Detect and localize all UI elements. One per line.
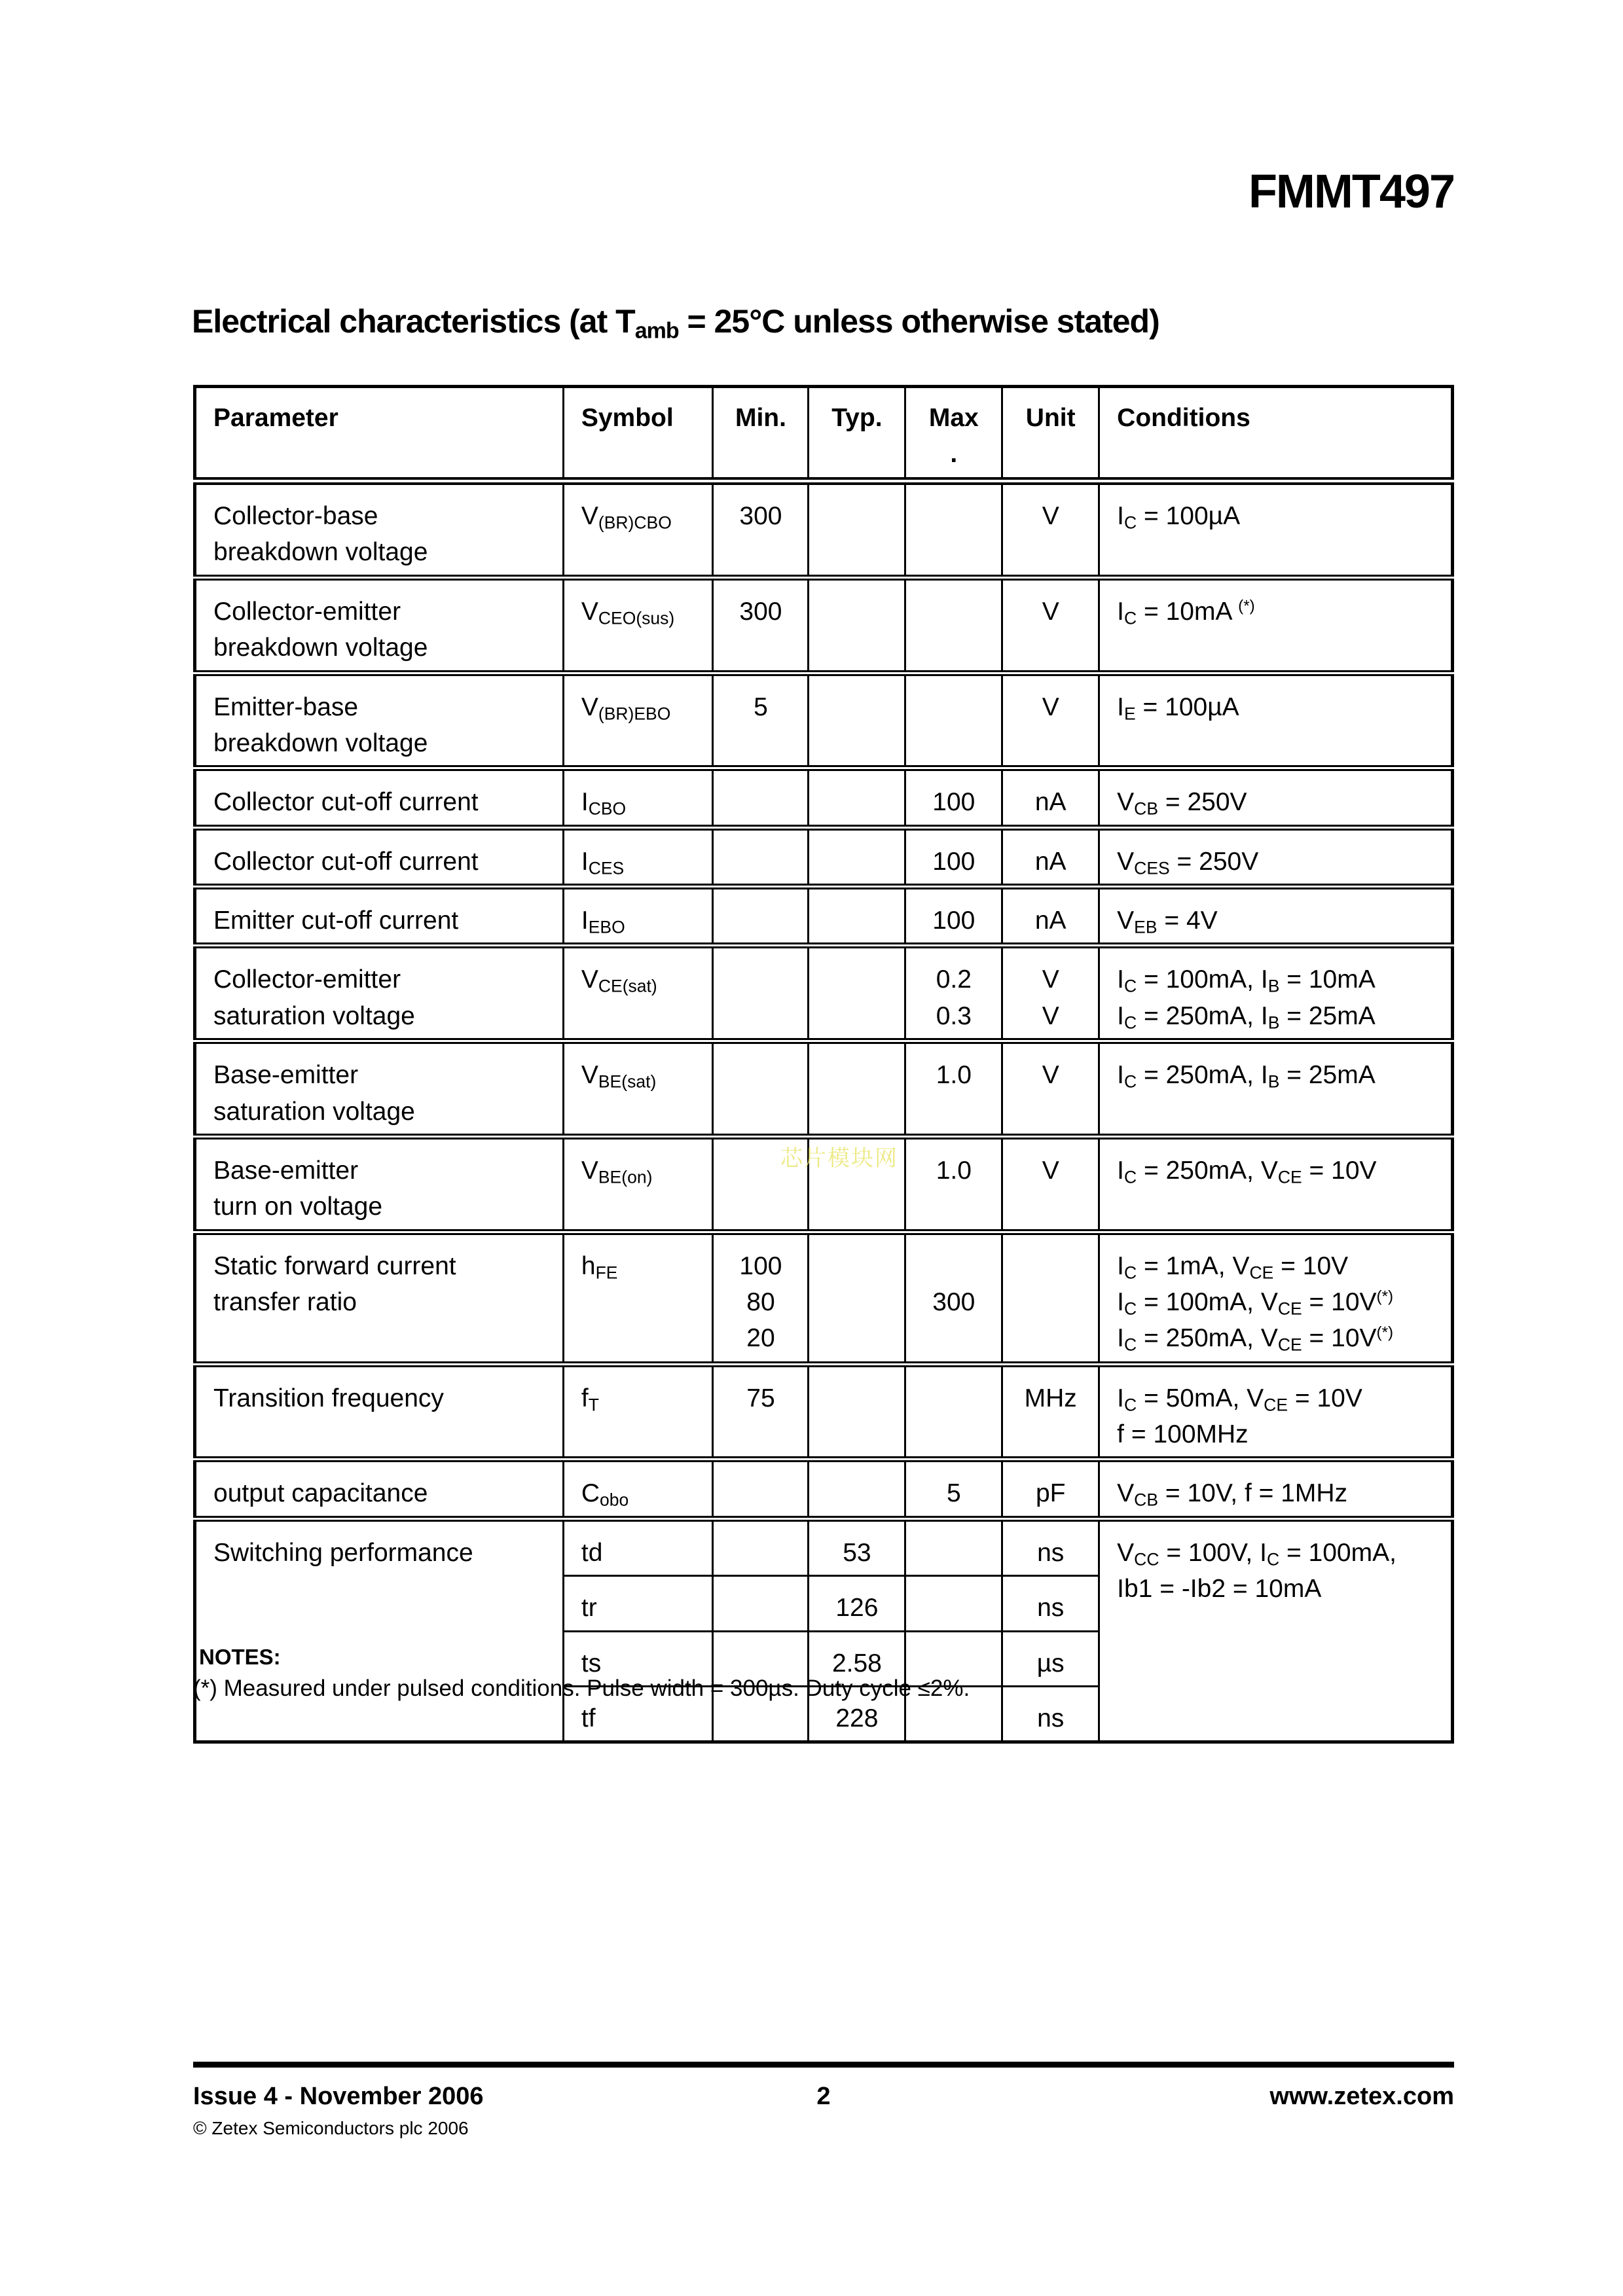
table-row <box>195 887 1453 946</box>
table-row <box>195 1364 1453 1460</box>
table-row <box>195 1460 1453 1518</box>
cell-parameter: Emitter-base breakdown voltage <box>195 673 564 768</box>
cell-symbol: $I_{CES}$ <box>563 827 713 886</box>
header-max: Max . <box>905 387 1002 482</box>
cell-min <box>713 1136 809 1232</box>
cell-typ <box>809 1460 905 1518</box>
cell-parameter: Collector-base breakdown voltage <box>195 481 564 577</box>
cell-max <box>905 1518 1002 1575</box>
footer-rule <box>193 2062 1454 2068</box>
cell-symbol: ts <box>563 1631 713 1686</box>
cell-typ <box>809 946 905 1041</box>
cell-unit: ns <box>1002 1686 1099 1742</box>
cell-max: 100 <box>905 768 1002 827</box>
cell-conditions: $I_C = 1mA$, $V_{CE} = 10V$ $I_C = 100mA$, $V_{CE} = 10V^{(*)}$ $I_C = 250mA$, $V_{CE} = 10V^{(*)}$ <box>1099 1232 1453 1364</box>
cell-unit: pF <box>1002 1460 1099 1518</box>
cell-parameter: Base-emitter turn on voltage <box>195 1136 564 1232</box>
cell-parameter: Switching performance <box>195 1518 564 1742</box>
cell-min <box>713 887 809 946</box>
cell-typ <box>809 887 905 946</box>
cell-min <box>713 1041 809 1137</box>
cell-parameter: Collector cut-off current <box>195 768 564 827</box>
footer-issue: Issue 4 - November 2006 <box>193 2083 484 2110</box>
cell-symbol: $V_{CE(sat)}$ <box>563 946 713 1041</box>
cell-conditions: $I_C = 100mA$, $I_B = 10mA$ $I_C = 250mA$, $I_B = 25mA$ <box>1099 946 1453 1041</box>
cell-unit <box>1002 1232 1099 1364</box>
cell-typ <box>809 673 905 768</box>
electrical-characteristics-table <box>193 385 1454 1744</box>
header-conditions: Conditions <box>1099 387 1453 482</box>
cell-parameter: Base-emitter saturation voltage <box>195 1041 564 1137</box>
cell-typ <box>809 1136 905 1232</box>
table-row <box>195 827 1453 886</box>
cell-symbol: $V_{CEO(sus)}$ <box>563 577 713 673</box>
cell-symbol: tf <box>563 1686 713 1742</box>
cell-symbol: $V_{(BR)EBO}$ <box>563 673 713 768</box>
cell-max <box>905 577 1002 673</box>
cell-typ <box>809 1041 905 1137</box>
table-row <box>195 946 1453 1041</box>
cell-conditions: $I_C = 100\mu A$ <box>1099 481 1453 577</box>
table-row <box>195 1041 1453 1137</box>
cell-min <box>713 827 809 886</box>
cell-symbol: $V_{BE(on)}$ <box>563 1136 713 1232</box>
cell-min <box>713 1518 809 1575</box>
notes-heading: NOTES: <box>199 1645 281 1669</box>
cell-conditions: $V_{CB} = 250V$ <box>1099 768 1453 827</box>
cell-conditions: $I_C = 10mA$ (*) <box>1099 577 1453 673</box>
cell-conditions: $V_{CC} = 100V$, $I_C = 100mA$, Ib1 = -Ib2 = 10mA <box>1099 1518 1453 1742</box>
cell-max: 5 <box>905 1460 1002 1518</box>
header-unit: Unit <box>1002 387 1099 482</box>
cell-max <box>905 1364 1002 1460</box>
table-row <box>195 1518 1453 1575</box>
cell-min <box>713 768 809 827</box>
cell-unit: V V <box>1002 946 1099 1041</box>
cell-parameter: Static forward current transfer ratio <box>195 1232 564 1364</box>
cell-min: 5 <box>713 673 809 768</box>
cell-typ <box>809 768 905 827</box>
cell-symbol: $C_{obo}$ <box>563 1460 713 1518</box>
cell-unit: V <box>1002 1041 1099 1137</box>
header-row <box>195 387 1453 482</box>
table-row <box>195 673 1453 768</box>
cell-min: 100 80 20 <box>713 1232 809 1364</box>
cell-conditions: $I_C = 50mA$, $V_{CE} = 10V$ f = 100MHz <box>1099 1364 1453 1460</box>
cell-parameter: Collector-emitter saturation voltage <box>195 946 564 1041</box>
footer-page-number: 2 <box>816 2083 831 2110</box>
cell-symbol: $V_{BE(sat)}$ <box>563 1041 713 1137</box>
cell-unit: ns <box>1002 1576 1099 1631</box>
cell-typ <box>809 1364 905 1460</box>
cell-symbol: $I_{CBO}$ <box>563 768 713 827</box>
cell-parameter: output capacitance <box>195 1460 564 1518</box>
cell-min: 75 <box>713 1364 809 1460</box>
cell-symbol: $V_{(BR)CBO}$ <box>563 481 713 577</box>
cell-symbol: $f_T$ <box>563 1364 713 1460</box>
cell-unit: µs <box>1002 1631 1099 1686</box>
cell-typ <box>809 577 905 673</box>
cell-typ: 228 <box>809 1686 905 1742</box>
table-header <box>195 387 1453 482</box>
part-number: FMMT497 <box>1248 166 1454 218</box>
header-parameter: Parameter <box>195 387 564 482</box>
cell-symbol: $I_{EBO}$ <box>563 887 713 946</box>
cell-min: 300 <box>713 577 809 673</box>
cell-parameter: Collector cut-off current <box>195 827 564 886</box>
cell-max: 100 <box>905 827 1002 886</box>
table-row <box>195 1232 1453 1364</box>
table-row <box>195 1136 1453 1232</box>
cell-conditions: $I_C = 250mA$, $V_{CE} = 10V$ <box>1099 1136 1453 1232</box>
cell-unit: nA <box>1002 827 1099 886</box>
cell-conditions: $V_{CB} = 10V$, f = 1MHz <box>1099 1460 1453 1518</box>
cell-typ <box>809 827 905 886</box>
cell-unit: V <box>1002 481 1099 577</box>
header-symbol: Symbol <box>563 387 713 482</box>
cell-unit: V <box>1002 673 1099 768</box>
cell-max: 1.0 <box>905 1041 1002 1137</box>
cell-min <box>713 1576 809 1631</box>
cell-unit: nA <box>1002 768 1099 827</box>
cell-max: 1.0 <box>905 1136 1002 1232</box>
section-title: Electrical characteristics (at $T_{amb} = 25^\circ C$ unless otherwise stated) <box>192 303 1159 344</box>
cell-max: 0.2 0.3 <box>905 946 1002 1041</box>
cell-typ <box>809 481 905 577</box>
cell-min: 300 <box>713 481 809 577</box>
watermark: 芯片模块网 <box>780 1146 898 1171</box>
cell-unit: nA <box>1002 887 1099 946</box>
table-row <box>195 768 1453 827</box>
cell-conditions: $V_{CES} = 250V$ <box>1099 827 1453 886</box>
cell-min <box>713 1460 809 1518</box>
cell-unit: ns <box>1002 1518 1099 1575</box>
cell-conditions: $V_{EB} = 4V$ <box>1099 887 1453 946</box>
cell-parameter: Collector-emitter breakdown voltage <box>195 577 564 673</box>
cell-max: 100 <box>905 887 1002 946</box>
cell-typ: 53 <box>809 1518 905 1575</box>
cell-parameter: Emitter cut-off current <box>195 887 564 946</box>
cell-symbol: $h_{FE}$ <box>563 1232 713 1364</box>
cell-symbol: tr <box>563 1576 713 1631</box>
cell-max <box>905 481 1002 577</box>
table-row <box>195 481 1453 577</box>
table-row <box>195 577 1453 673</box>
cell-unit: MHz <box>1002 1364 1099 1460</box>
cell-parameter: Transition frequency <box>195 1364 564 1460</box>
cell-conditions: $I_E = 100\mu A$ <box>1099 673 1453 768</box>
footer <box>193 2083 1454 2111</box>
cell-typ: 2.58 <box>809 1631 905 1686</box>
footer-website: www.zetex.com <box>1269 2083 1454 2110</box>
cell-max <box>905 1576 1002 1631</box>
table-body <box>195 481 1453 1742</box>
cell-unit: V <box>1002 1136 1099 1232</box>
header-typ: Typ. <box>809 387 905 482</box>
cell-unit: V <box>1002 577 1099 673</box>
cell-symbol: td <box>563 1518 713 1575</box>
cell-typ: 126 <box>809 1576 905 1631</box>
cell-max: 300 <box>905 1232 1002 1364</box>
cell-max <box>905 673 1002 768</box>
header-min: Min. <box>713 387 809 482</box>
cell-conditions: $I_C = 250mA$, $I_B = 25mA$ <box>1099 1041 1453 1137</box>
cell-typ <box>809 1232 905 1364</box>
footer-copyright: © Zetex Semiconductors plc 2006 <box>193 2118 469 2138</box>
cell-min <box>713 946 809 1041</box>
notes-text: (*) Measured under pulsed conditions. Pulse width = 300µs. Duty cycle ≤2%. <box>193 1676 970 1701</box>
